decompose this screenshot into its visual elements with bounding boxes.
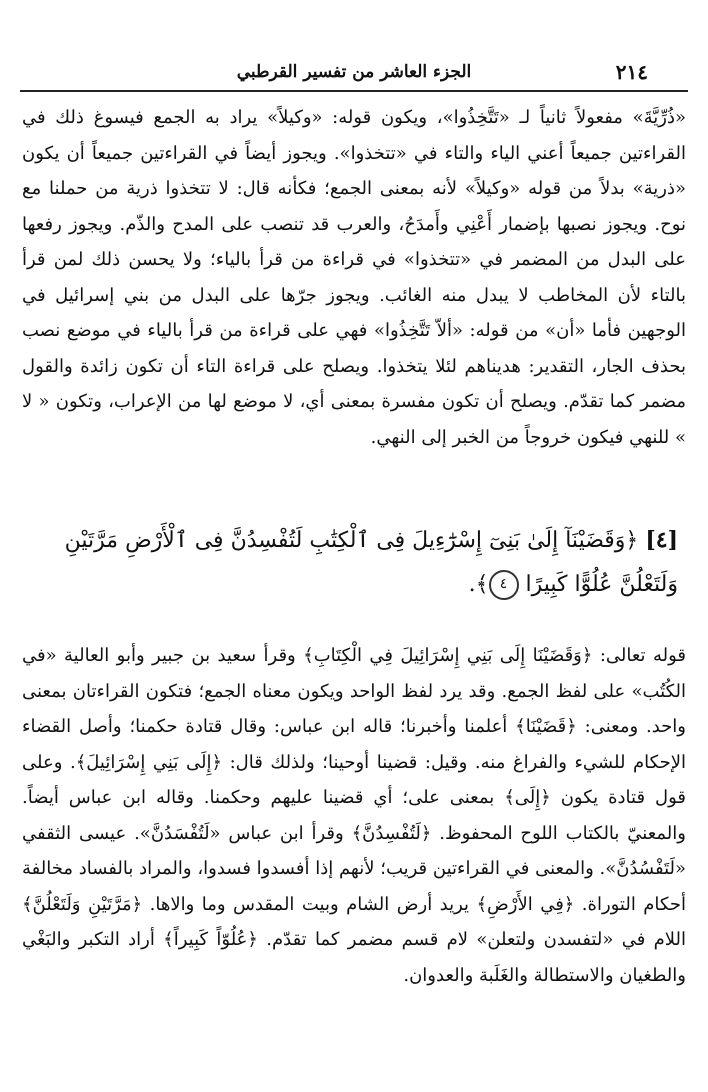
verse-text: ﴿وَقَضَيْنَآ إِلَىٰ بَنِىٓ إِسْرَٰٓءِيلَ فِى ٱلْكِتَٰبِ لَتُفْسِدُنَّ فِى ٱلْأَرْضِ مَرَّتَيْنِ وَلَتَعْلُنَّ عُلُوًّا كَبِيرًا bbox=[64, 528, 678, 597]
header-rule bbox=[20, 90, 688, 92]
commentary-paragraph-1: «ذُرِّيَّةَ» مفعولاً ثانياً لـ «تَتَّخِذُوا»، ويكون قوله: «وكيلاً» يراد به الجمع فيسوغ ذلك في القراءتين جميعاً أعني الياء والتاء في «تتخذوا». ويجوز أيضاً في القراءتين جميعاً أن يكون «ذرية» بدلاً من قوله «وكيلاً» لأنه بمعنى الجمع؛ فكأنه قال: لا تتخذوا ذرية من حملنا مع نوح. ويجوز نصبها بإضمار أَعْنِي وأَمدَحُ، والعرب قد تنصب على المدح والذّم. ويجوز رفعها على البدل من المضمر في «تتخذوا» في قراءة من قرأ بالياء؛ ولا يحسن ذلك لمن قرأ بالتاء لأن المخاطب لا يبدل منه الغائب. ويجوز جرّها على البدل من بني إسرائيل في الوجهين فأما «أن» من قوله: «ألاّ تَتَّخِذُوا» فهي على قراءة من قرأ بالياء في موضع نصب بحذف الجار، التقدير: هديناهم لئلا يتخذوا. ويصلح على قراءة التاء أن تكون زائدة والقول مضمر كما تقدّم. ويصلح أن تكون مفسرة بمعنى أي، لا موضع لها من الإعراب، وتكون « لا » للنهي فيكون خروجاً من الخبر إلى النهي. bbox=[22, 107, 686, 448]
verse-number: [٤] bbox=[645, 527, 678, 553]
page-number: ٢١٤ bbox=[615, 60, 648, 84]
quran-verse bbox=[30, 518, 678, 607]
running-title: الجزء العاشر من تفسير القرطبي bbox=[236, 62, 472, 82]
verse-end-marker: ٤ bbox=[489, 570, 519, 600]
page-header bbox=[20, 58, 688, 92]
verse-closing: ﴾. bbox=[468, 572, 489, 597]
commentary-paragraph-2: قوله تعالى: ﴿وَقَضَيْنَا إِلَى بَنِي إِسْرَائِيلَ فِي الْكِتَابِ﴾ وقرأ سعيد بن جبير وأبو العالية «في الكُتُب» على لفظ الجمع. وقد يرد لفظ الواحد ويكون معناه الجمع؛ فتكون القراءتان بمعنى واحد. ومعنى: ﴿قَضَيْنَا﴾ أعلمنا وأخبرنا؛ قاله ابن عباس: وقال قتادة حكمنا؛ وأصل القضاء الإحكام للشيء والفراغ منه. وقيل: قضينا أوحينا؛ ولذلك قال: ﴿إِلَى بَنِي إِسْرَائِيلَ﴾. وعلى قول قتادة يكون ﴿إِلَى﴾ بمعنى على؛ أي قضينا عليهم وحكمنا. وقاله ابن عباس أيضاً. والمعنيّ بالكتاب اللوح المحفوظ. ﴿لَتُفْسِدُنَّ﴾ وقرأ ابن عباس «لَتُفْسَدُنَّ». عيسى الثقفي «لَتَفْسُدُنَّ». والمعنى في القراءتين قريب؛ لأنهم إذا أفسدوا فسدوا، والمراد بالفساد مخالفة أحكام التوراة. ﴿فِي الأَرْضِ﴾ يريد أرض الشام وبيت المقدس وما والاها. ﴿مَرَّتَيْنِ وَلَتَعْلُنَّ﴾ اللام في «لتفسدن ولتعلن» لام قسم مضمر كما تقدّم. ﴿عُلُوّاً كَبِيراً﴾ أراد التكبر والبَغْي والطغيان والاستطالة والغَلَبة والعدوان. bbox=[22, 645, 686, 986]
